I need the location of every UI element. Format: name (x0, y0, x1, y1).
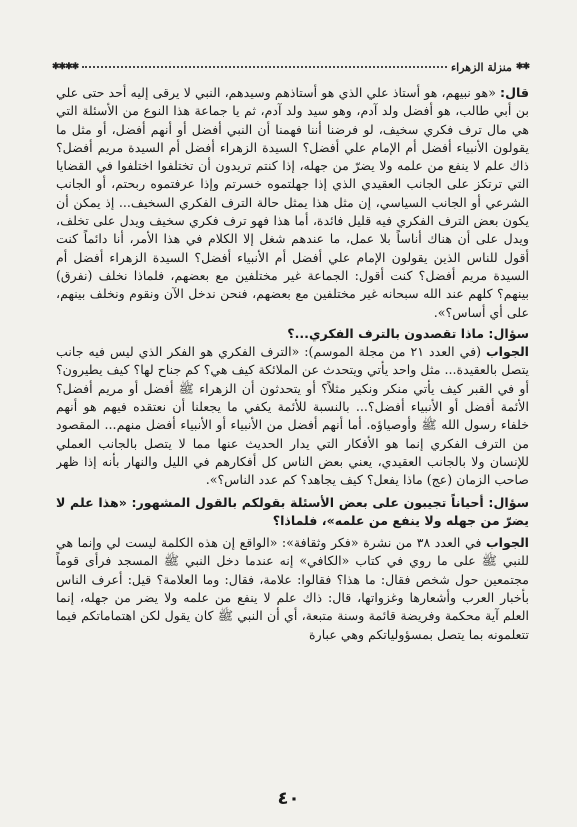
answer-text: «هو نبيهم، هو أستاذ علي الذي هو أستاذهم وسيدهم، النبي لا يرقى إليه أحد حتى علي بن أبي طالب، هو أفضل ولد آدم، وهو سيد ولد آدم، ثم يا جماعة هذا النوع من الأسئلة التي هي مال ترف فكري سخيف، لو فرضنا أننا فهمنا أن النبي أفضل أو أنهم أفضل، أو مثل ما يقولون الأنبياء أفضل أم الإمام علي أفضل؟ السيدة الزهراء أفضل أم السيدة مريم أفضل؟ ذاك علم لا ينفع من علمه ولا يضرّ من جهله، إذا كنتم تريدون أن تختلفوا اختلفوا في القضايا التي ترتكز على الجانب العقيدي الذي إذا جهلتموه خسرتم وإذا عرفتموه ربحتم، أو الجانب الشرعي أو الجانب السياسي، إن مثل هذا يمثل حالة الترف الفكري السخيف... إذ يمكن أن يكون بعض الترف الفكري فيه قليل فائدة، أما هذا فهو ترف فكري سخيف ويدل على تخلف، ويدل على أن هناك أناساً بلا عمل، ما عندهم شغل إلا الكلام في هذا الأمر، أنا دائماً كنت أقول للناس الذين يقولون الإمام علي أفضل أم الأنبياء أفضل؟ السيدة الزهراء أفضل أم السيدة مريم أفضل؟ كنت أقول: الجماعة غير مختلفين مع بعضهم، فلماذا نخلف (نفرق) بينهم؟ كلهم عند الله سبحانه غير مختلفين مع بعضهم، فنحن ندخل الآن ونقوم ونخلف بينهم، على أي أساس؟». (56, 85, 529, 320)
header-title: منزلة الزهراء (450, 60, 512, 74)
question-heading: سؤال: أحياناً تجيبون على بعض الأسئلة بقولكم بالقول المشهور: «هذا علم لا يضرّ من جهله ولا ينفع من علمه»، فلماذا؟ (56, 494, 529, 528)
page-body (56, 84, 529, 762)
header-ornament-right: ✱✱ (515, 62, 529, 72)
answer-label: الجواب (486, 535, 529, 551)
answer-text: (في العدد ٢١ من مجلة الموسم): «الترف الفكري هو الفكر الذي ليس فيه جانب يتصل بالعقيدة... مثل واحد يأتي ويتحدث عن الملائكة كيف هي؟ كم جناح لها؟ كيف يطيرون؟ أو في القبر كيف يأتي منكر ونكير مثلاً؟ أو يتحدثون أن الزهراء ﷺ أفضل أو مريم أفضل؟ الأئمة أفضل أو الأنبياء أفضل؟... بالنسبة للأئمة يكفي ما يجعلنا أن نعتقده فيهم هو أنهم خلفاء رسول الله ﷺ وأوصياؤه. أما أنهم أفضل من الأنبياء أو الأنبياء أفضل منهم... المقصود من الترف الفكري إنما هو الأفكار التي يدار الحديث عنها مما لا يتصل بالجانب العملي للإنسان ولا بالجانب العقيدي، يعني بعض الناس كل أفكارهم في الليل والنهار بأنه إذا ظهر صاحب الزمان (عج) ماذا يفعل؟ كيف يجاهد؟ كم عدد الناس؟». (56, 344, 529, 488)
answer-paragraph-1 (56, 84, 529, 322)
answer-paragraph-3 (56, 534, 529, 644)
header-dotted-rule (82, 66, 447, 68)
running-header (52, 58, 529, 76)
question-heading: سؤال: ماذا تقصدون بالترف الفكري...؟ (287, 325, 529, 341)
answer-paragraph-2 (56, 343, 529, 489)
answer-label: الجواب (486, 344, 529, 360)
header-ornament-left: ✱✱✱✱ (52, 62, 79, 72)
answer-label: قال: (500, 85, 529, 100)
page-number: ٤٠ (277, 788, 300, 809)
answer-text: في العدد ٣٨ من نشرة «فكر وثقافة»: «الواقع إن هذه الكلمة ليست لي وإنما هي للنبي ﷺ على ما روي في كتاب «الكافي» إنه عندما دخل النبي ﷺ المسجد فرأى قوماً مجتمعين حول شخص فقال: ما هذا؟ فقالوا: علامة، فقال: وما العلامة؟ قيل: أعرف الناس بأخبار العرب وأشعارها وغزواتها، قال: ذاك علم لا ينفع من علمه ولا يضر من جهله، إنما العلم آية محكمة وفريضة قائمة وسنة متبعة، أي أن النبي ﷺ كان يقول لكن اهتماماتكم فيما تتعلمونه بما يتصل بمسؤولياتكم وهي عبارة (56, 535, 529, 642)
